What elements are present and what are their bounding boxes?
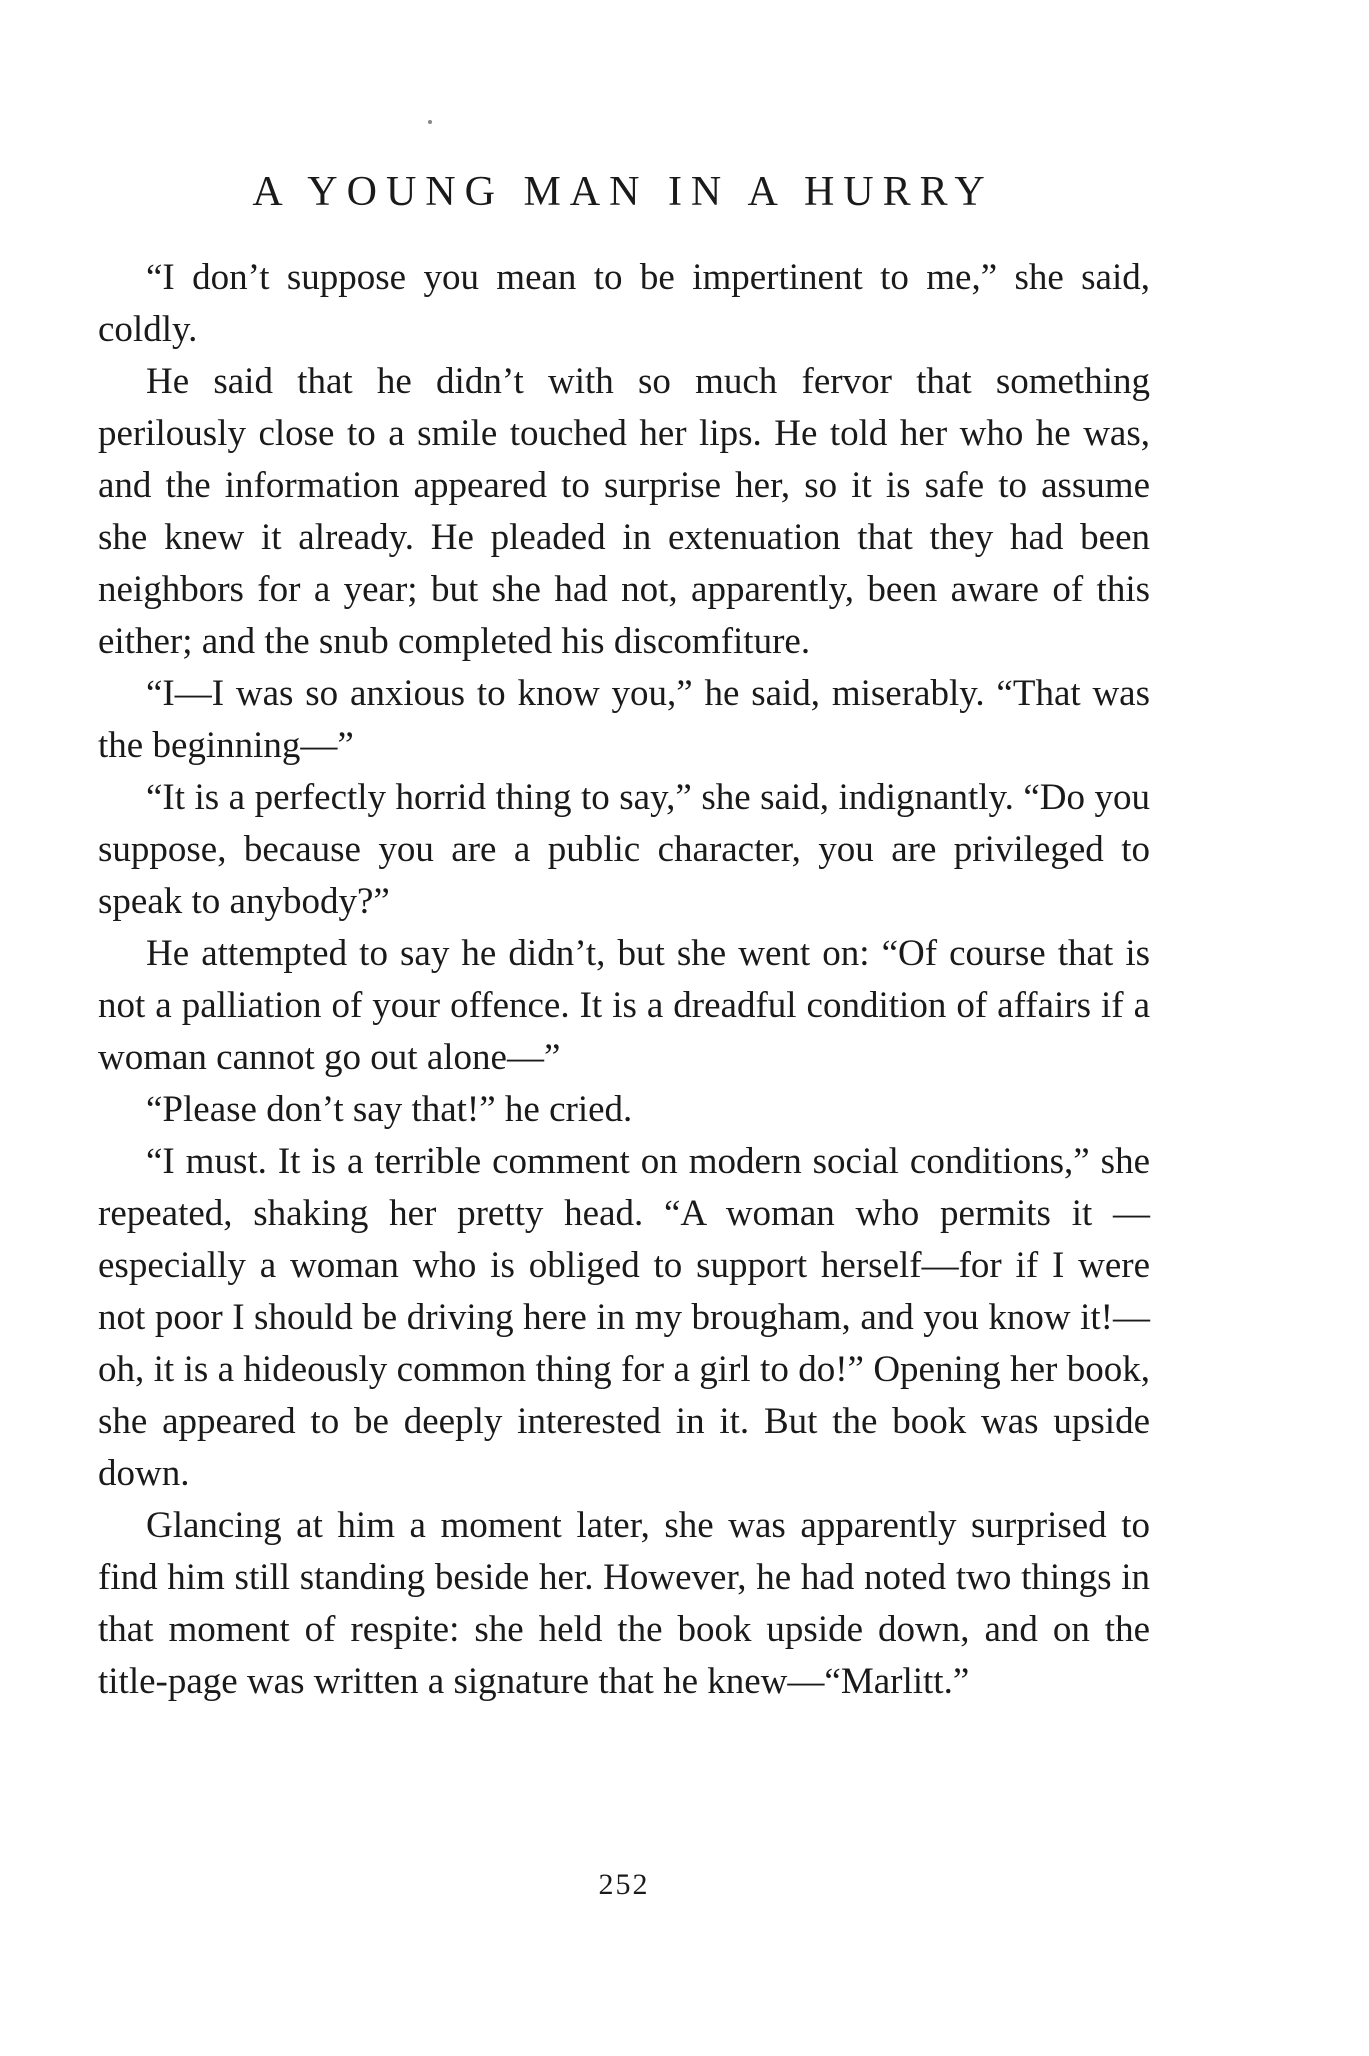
paper-speck <box>428 120 432 124</box>
paragraph: “I—I was so anxious to know you,” he said, miserably. “That was the beginning—” <box>98 673 1150 766</box>
paragraph: “I don’t suppose you mean to be impertinent to me,” she said, coldly. <box>98 257 1150 350</box>
paragraph: He attempted to say he didn’t, but she went on: “Of course that is not a palliation of your offence. It is a dreadful condition of affairs if a woman cannot go out alone—” <box>98 933 1150 1078</box>
page-number: 252 <box>598 1868 650 1901</box>
paragraph: “I must. It is a terrible comment on modern social conditions,” she repeated, shaking her pretty head. “A woman who permits it — especially a woman who is obliged to support herself—for if I were not poor I should be driving here in my brougham, and you know it!—oh, it is a hideously common thing for a girl to do!” Opening her book, she appeared to be deeply interested in it. But the book was upside down. <box>98 1141 1150 1494</box>
paragraph: Glancing at him a moment later, she was apparently surprised to find him still standing beside her. However, he had noted two things in that moment of respite: she held the book upside down, and on the title-page was written a signature that he knew—“Marlitt.” <box>98 1505 1150 1702</box>
paragraph: He said that he didn’t with so much fervor that something perilously close to a smile touched her lips. He told her who he was, and the information appeared to surprise her, so it is safe to assume she knew it already. He pleaded in extenuation that they had been neighbors for a year; but she had not, apparently, been aware of this either; and the snub completed his discomfiture. <box>98 361 1150 662</box>
running-head: A YOUNG MAN IN A HURRY <box>252 169 994 215</box>
body-text <box>98 252 1150 1708</box>
paragraph: “It is a perfectly horrid thing to say,” she said, indignantly. “Do you suppose, because you are a public character, you are privileged to speak to anybody?” <box>98 777 1150 922</box>
paragraph: “Please don’t say that!” he cried. <box>146 1089 633 1130</box>
